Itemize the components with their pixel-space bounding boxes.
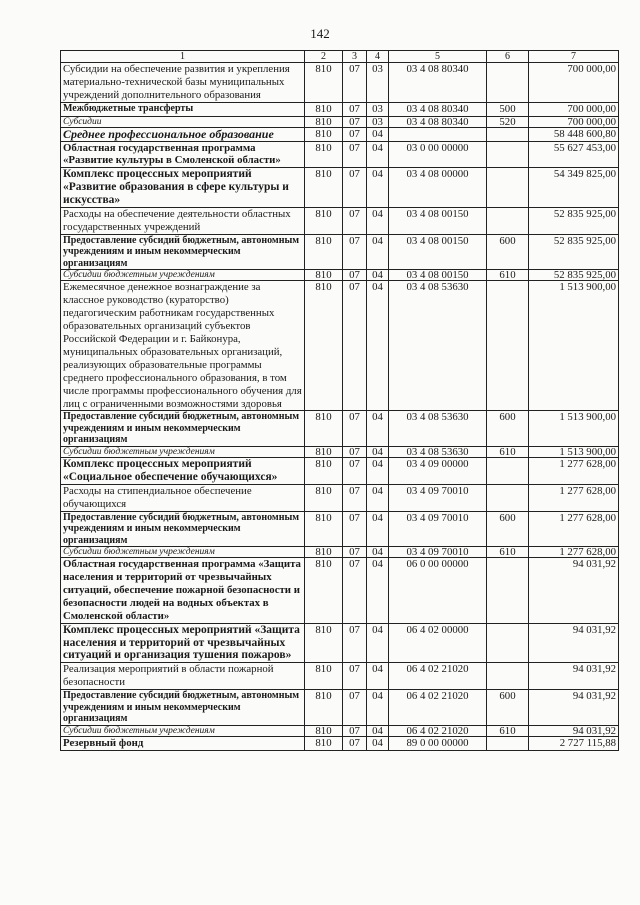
row-value-cell: 03 4 08 80340 xyxy=(389,63,487,103)
row-value-cell: 04 xyxy=(367,141,389,168)
row-name-cell: Субсидии бюджетным учреждениям xyxy=(61,270,305,281)
row-value-cell xyxy=(487,141,529,168)
row-value-cell: 07 xyxy=(343,234,367,270)
row-value-cell: 03 4 09 70010 xyxy=(389,484,487,511)
row-value-cell: 810 xyxy=(305,663,343,690)
table-row xyxy=(61,547,619,558)
row-value-cell: 04 xyxy=(367,168,389,208)
row-value-cell: 610 xyxy=(487,446,529,457)
table-row xyxy=(61,690,619,726)
row-value-cell: 03 4 09 70010 xyxy=(389,547,487,558)
row-value-cell: 03 4 08 80340 xyxy=(389,116,487,127)
row-value-cell: 07 xyxy=(343,547,367,558)
row-value-cell: 07 xyxy=(343,663,367,690)
row-value-cell: 810 xyxy=(305,725,343,736)
row-value-cell xyxy=(487,663,529,690)
row-value-cell: 58 448 600,80 xyxy=(529,127,619,141)
row-name-cell: Реализация мероприятий в области пожарной безопасности xyxy=(61,663,305,690)
row-value-cell: 610 xyxy=(487,270,529,281)
row-value-cell: 810 xyxy=(305,446,343,457)
row-value-cell: 810 xyxy=(305,511,343,547)
row-value-cell: 04 xyxy=(367,690,389,726)
row-value-cell: 1 513 900,00 xyxy=(529,446,619,457)
row-value-cell: 04 xyxy=(367,663,389,690)
table-row xyxy=(61,63,619,103)
row-value-cell: 07 xyxy=(343,411,367,447)
table-header-row xyxy=(61,51,619,63)
table-row xyxy=(61,511,619,547)
row-value-cell xyxy=(487,623,529,663)
row-value-cell: 07 xyxy=(343,446,367,457)
row-value-cell xyxy=(487,208,529,235)
row-value-cell xyxy=(487,457,529,484)
header-cell: 1 xyxy=(61,51,305,63)
row-value-cell: 1 513 900,00 xyxy=(529,411,619,447)
table-row xyxy=(61,102,619,116)
row-value-cell: 07 xyxy=(343,127,367,141)
row-value-cell: 03 4 08 53630 xyxy=(389,446,487,457)
row-value-cell: 810 xyxy=(305,411,343,447)
row-value-cell xyxy=(487,127,529,141)
row-value-cell: 07 xyxy=(343,457,367,484)
row-value-cell: 810 xyxy=(305,484,343,511)
row-name-cell: Предоставление субсидий бюджетным, автономным учреждениям и иным некоммерческим организациям xyxy=(61,690,305,726)
header-cell: 7 xyxy=(529,51,619,63)
row-name-cell: Межбюджетные трансферты xyxy=(61,102,305,116)
row-value-cell: 04 xyxy=(367,725,389,736)
row-value-cell: 1 277 628,00 xyxy=(529,484,619,511)
header-cell: 4 xyxy=(367,51,389,63)
row-value-cell: 07 xyxy=(343,63,367,103)
table-row xyxy=(61,558,619,624)
table-row xyxy=(61,484,619,511)
table-row xyxy=(61,208,619,235)
row-name-cell: Субсидии бюджетным учреждениям xyxy=(61,547,305,558)
row-name-cell: Предоставление субсидий бюджетным, автономным учреждениям и иным некоммерческим организациям xyxy=(61,411,305,447)
row-value-cell: 520 xyxy=(487,116,529,127)
table-row xyxy=(61,457,619,484)
row-value-cell: 04 xyxy=(367,457,389,484)
header-cell: 2 xyxy=(305,51,343,63)
row-value-cell: 810 xyxy=(305,270,343,281)
row-value-cell xyxy=(389,127,487,141)
row-value-cell xyxy=(487,736,529,750)
row-value-cell: 03 4 08 00150 xyxy=(389,208,487,235)
row-name-cell: Областная государственная программа «Развитие культуры в Смоленской области» xyxy=(61,141,305,168)
row-value-cell: 04 xyxy=(367,736,389,750)
row-value-cell: 03 xyxy=(367,63,389,103)
row-value-cell: 810 xyxy=(305,127,343,141)
table-row xyxy=(61,168,619,208)
row-name-cell: Субсидии бюджетным учреждениям xyxy=(61,446,305,457)
row-value-cell: 04 xyxy=(367,511,389,547)
row-value-cell: 07 xyxy=(343,102,367,116)
row-value-cell: 810 xyxy=(305,116,343,127)
row-value-cell: 06 4 02 21020 xyxy=(389,663,487,690)
row-value-cell xyxy=(487,63,529,103)
row-value-cell: 07 xyxy=(343,511,367,547)
row-name-cell: Комплекс процессных мероприятий «Защита населения и территорий от чрезвычайных ситуаций и организация тушения пожаров» xyxy=(61,623,305,663)
row-value-cell xyxy=(487,484,529,511)
header-cell: 3 xyxy=(343,51,367,63)
row-value-cell: 04 xyxy=(367,446,389,457)
row-name-cell: Резервный фонд xyxy=(61,736,305,750)
row-value-cell: 54 349 825,00 xyxy=(529,168,619,208)
row-value-cell: 03 0 00 00000 xyxy=(389,141,487,168)
row-value-cell: 06 4 02 21020 xyxy=(389,690,487,726)
row-value-cell: 07 xyxy=(343,168,367,208)
row-name-cell: Комплекс процессных мероприятий «Развитие образования в сфере культуры и искусства» xyxy=(61,168,305,208)
row-name-cell: Расходы на обеспечение деятельности областных государственных учреждений xyxy=(61,208,305,235)
budget-table xyxy=(60,50,619,751)
row-value-cell: 04 xyxy=(367,281,389,411)
row-value-cell: 600 xyxy=(487,411,529,447)
row-value-cell: 94 031,92 xyxy=(529,725,619,736)
row-value-cell: 600 xyxy=(487,234,529,270)
row-value-cell: 52 835 925,00 xyxy=(529,270,619,281)
table-row xyxy=(61,623,619,663)
row-value-cell: 94 031,92 xyxy=(529,623,619,663)
row-value-cell: 07 xyxy=(343,690,367,726)
row-value-cell: 1 277 628,00 xyxy=(529,511,619,547)
row-value-cell: 810 xyxy=(305,623,343,663)
row-value-cell: 04 xyxy=(367,484,389,511)
row-value-cell xyxy=(487,168,529,208)
row-name-cell: Предоставление субсидий бюджетным, автономным учреждениям и иным некоммерческим организациям xyxy=(61,234,305,270)
row-value-cell: 07 xyxy=(343,484,367,511)
row-value-cell: 04 xyxy=(367,208,389,235)
row-value-cell: 1 513 900,00 xyxy=(529,281,619,411)
row-value-cell: 07 xyxy=(343,623,367,663)
row-value-cell: 89 0 00 00000 xyxy=(389,736,487,750)
row-value-cell: 03 4 08 53630 xyxy=(389,281,487,411)
row-value-cell: 810 xyxy=(305,281,343,411)
table-row xyxy=(61,234,619,270)
row-name-cell: Ежемесячное денежное вознаграждение за классное руководство (кураторство) педагогическим работникам государственных образовательных организаций субъектов Российской Федерации и г. Байконура, муниципальных образовательных организаций, реализующих образовательные программы среднего профессионального образования, в том числе программы профессионального обучения для лиц с ограниченными возможностями здоровья xyxy=(61,281,305,411)
row-value-cell: 04 xyxy=(367,558,389,624)
row-value-cell: 600 xyxy=(487,511,529,547)
row-name-cell: Областная государственная программа «Защита населения и территорий от чрезвычайных ситуаций, обеспечение пожарной безопасности и безопасности людей на водных объектах в Смоленской области» xyxy=(61,558,305,624)
row-value-cell: 700 000,00 xyxy=(529,102,619,116)
row-value-cell: 03 4 09 70010 xyxy=(389,511,487,547)
row-value-cell xyxy=(487,281,529,411)
row-value-cell: 03 xyxy=(367,116,389,127)
page-number: 142 xyxy=(310,26,330,41)
row-value-cell: 610 xyxy=(487,725,529,736)
row-value-cell: 04 xyxy=(367,234,389,270)
row-name-cell: Субсидии бюджетным учреждениям xyxy=(61,725,305,736)
row-value-cell: 810 xyxy=(305,547,343,558)
table-row xyxy=(61,725,619,736)
row-value-cell: 94 031,92 xyxy=(529,663,619,690)
row-value-cell: 2 727 115,88 xyxy=(529,736,619,750)
row-name-cell: Субсидии xyxy=(61,116,305,127)
header-cell: 5 xyxy=(389,51,487,63)
row-value-cell: 03 4 08 00150 xyxy=(389,234,487,270)
row-value-cell: 94 031,92 xyxy=(529,558,619,624)
table-row xyxy=(61,411,619,447)
row-value-cell: 04 xyxy=(367,270,389,281)
row-value-cell: 52 835 925,00 xyxy=(529,208,619,235)
row-value-cell: 700 000,00 xyxy=(529,116,619,127)
table-row xyxy=(61,736,619,750)
row-name-cell: Среднее профессиональное образование xyxy=(61,127,305,141)
row-value-cell: 07 xyxy=(343,281,367,411)
row-value-cell: 03 4 08 00150 xyxy=(389,270,487,281)
row-value-cell: 810 xyxy=(305,141,343,168)
row-value-cell: 500 xyxy=(487,102,529,116)
row-value-cell xyxy=(487,558,529,624)
row-name-cell: Расходы на стипендиальное обеспечение обучающихся xyxy=(61,484,305,511)
row-value-cell: 04 xyxy=(367,127,389,141)
row-value-cell: 810 xyxy=(305,208,343,235)
row-value-cell: 810 xyxy=(305,457,343,484)
table-row xyxy=(61,663,619,690)
row-value-cell: 03 4 09 00000 xyxy=(389,457,487,484)
table-row xyxy=(61,270,619,281)
row-value-cell: 04 xyxy=(367,623,389,663)
row-value-cell: 07 xyxy=(343,141,367,168)
row-value-cell: 810 xyxy=(305,690,343,726)
row-value-cell: 810 xyxy=(305,102,343,116)
row-value-cell: 810 xyxy=(305,736,343,750)
row-value-cell: 810 xyxy=(305,63,343,103)
row-value-cell: 07 xyxy=(343,208,367,235)
header-cell: 6 xyxy=(487,51,529,63)
row-value-cell: 94 031,92 xyxy=(529,690,619,726)
row-value-cell: 07 xyxy=(343,270,367,281)
row-value-cell: 07 xyxy=(343,725,367,736)
row-value-cell: 610 xyxy=(487,547,529,558)
row-value-cell: 04 xyxy=(367,547,389,558)
row-value-cell: 07 xyxy=(343,736,367,750)
table-row xyxy=(61,116,619,127)
row-value-cell: 03 4 08 80340 xyxy=(389,102,487,116)
row-value-cell: 1 277 628,00 xyxy=(529,547,619,558)
row-name-cell: Комплекс процессных мероприятий «Социальное обеспечение обучающихся» xyxy=(61,457,305,484)
row-value-cell: 810 xyxy=(305,168,343,208)
table-row xyxy=(61,446,619,457)
row-value-cell: 03 xyxy=(367,102,389,116)
row-value-cell: 07 xyxy=(343,558,367,624)
row-value-cell: 06 4 02 00000 xyxy=(389,623,487,663)
row-value-cell: 04 xyxy=(367,411,389,447)
row-value-cell: 700 000,00 xyxy=(529,63,619,103)
table-row xyxy=(61,127,619,141)
table-row xyxy=(61,281,619,411)
table-row xyxy=(61,141,619,168)
row-value-cell: 600 xyxy=(487,690,529,726)
row-value-cell: 06 0 00 00000 xyxy=(389,558,487,624)
row-value-cell: 07 xyxy=(343,116,367,127)
row-name-cell: Субсидии на обеспечение развития и укрепления материально-технической базы муниципальных учреждений дополнительного образования xyxy=(61,63,305,103)
row-value-cell: 810 xyxy=(305,234,343,270)
row-value-cell: 03 4 08 53630 xyxy=(389,411,487,447)
row-value-cell: 1 277 628,00 xyxy=(529,457,619,484)
row-value-cell: 55 627 453,00 xyxy=(529,141,619,168)
row-value-cell: 52 835 925,00 xyxy=(529,234,619,270)
row-name-cell: Предоставление субсидий бюджетным, автономным учреждениям и иным некоммерческим организациям xyxy=(61,511,305,547)
row-value-cell: 06 4 02 21020 xyxy=(389,725,487,736)
row-value-cell: 810 xyxy=(305,558,343,624)
row-value-cell: 03 4 08 00000 xyxy=(389,168,487,208)
